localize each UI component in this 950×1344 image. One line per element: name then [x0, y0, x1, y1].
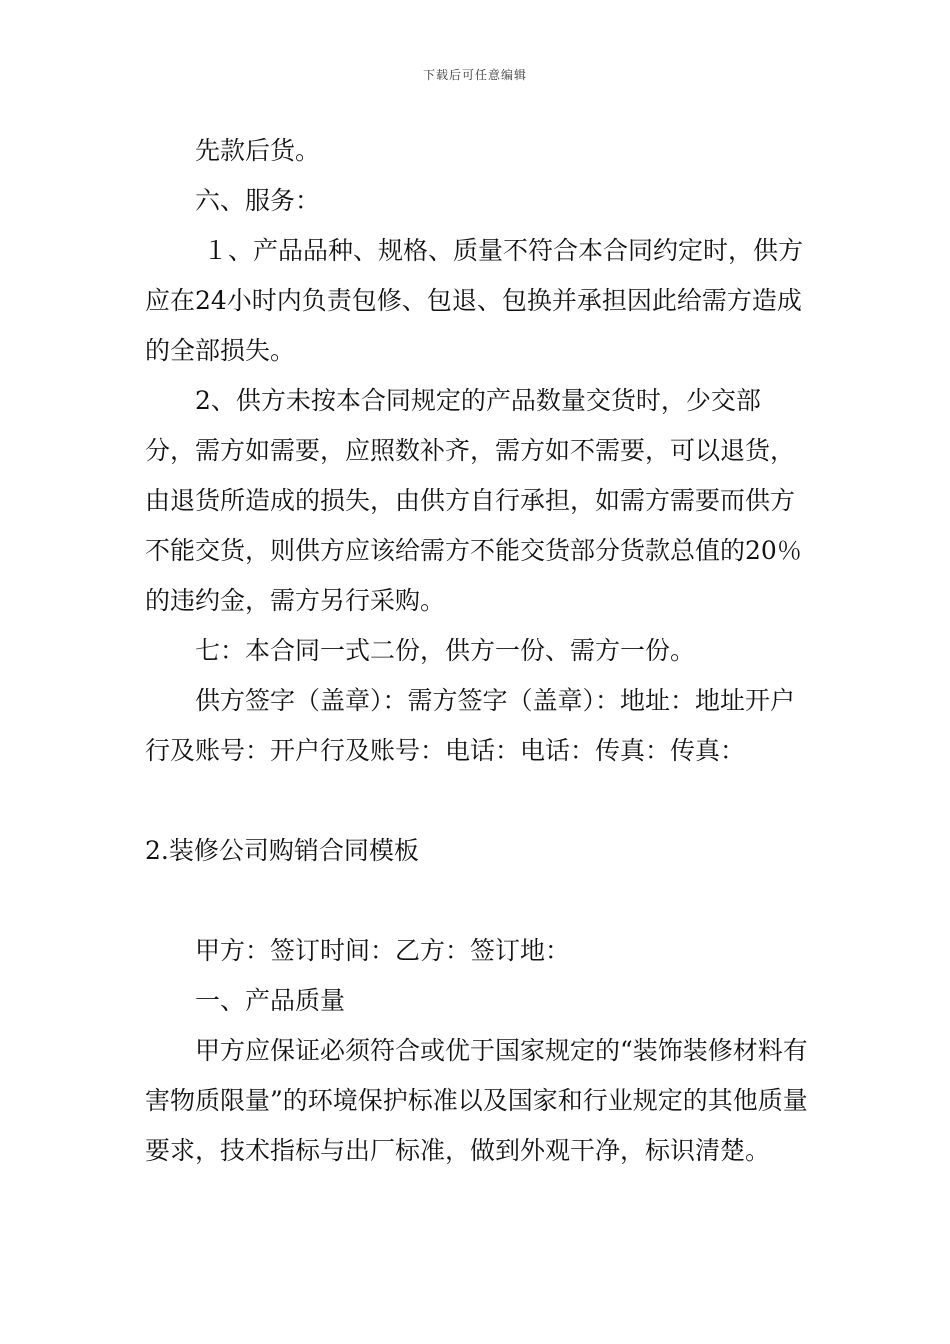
paragraph-service-2: 2、供方未按本合同规定的产品数量交货时，少交部分，需方如需要，应照数补齐，需方如不需要，可以退货，由退货所造成的损失，由供方自行承担，如需方需要而供方不能交货，则供方应该给需方不能交货部分货款总值的20％的违约金，需方另行采购。 [145, 386, 802, 615]
section-title: 2.装修公司购销合同模板 [145, 836, 419, 865]
paragraph-payment-terms: 先款后货。 [195, 136, 321, 165]
paragraph-service-1: １、产品品种、规格、质量不符合本合同约定时，供方应在24小时内负责包修、包退、包换并承担因此给需方造成的全部损失。 [145, 236, 804, 365]
heading-service: 六、服务： [195, 186, 321, 215]
paragraph-parties: 甲方：签订时间：乙方：签订地： [195, 936, 571, 965]
document-body [145, 126, 810, 1176]
paragraph-signatures: 供方签字（盖章）：需方签字（盖章）：地址：地址开户行及账号：开户行及账号：电话：电话：传真：传真： [145, 686, 796, 765]
page-header-note: 下载后可任意编辑 [422, 68, 527, 82]
heading-product-quality: 一、产品质量 [195, 986, 346, 1015]
paragraph-copies: 七：本合同一式二份，供方一份、需方一份。 [195, 636, 696, 665]
paragraph-product-quality: 甲方应保证必须符合或优于国家规定的“装饰装修材料有害物质限量”的环境保护标准以及国家和行业规定的其他质量要求，技术指标与出厂标准，做到外观干净，标识清楚。 [145, 1036, 808, 1165]
